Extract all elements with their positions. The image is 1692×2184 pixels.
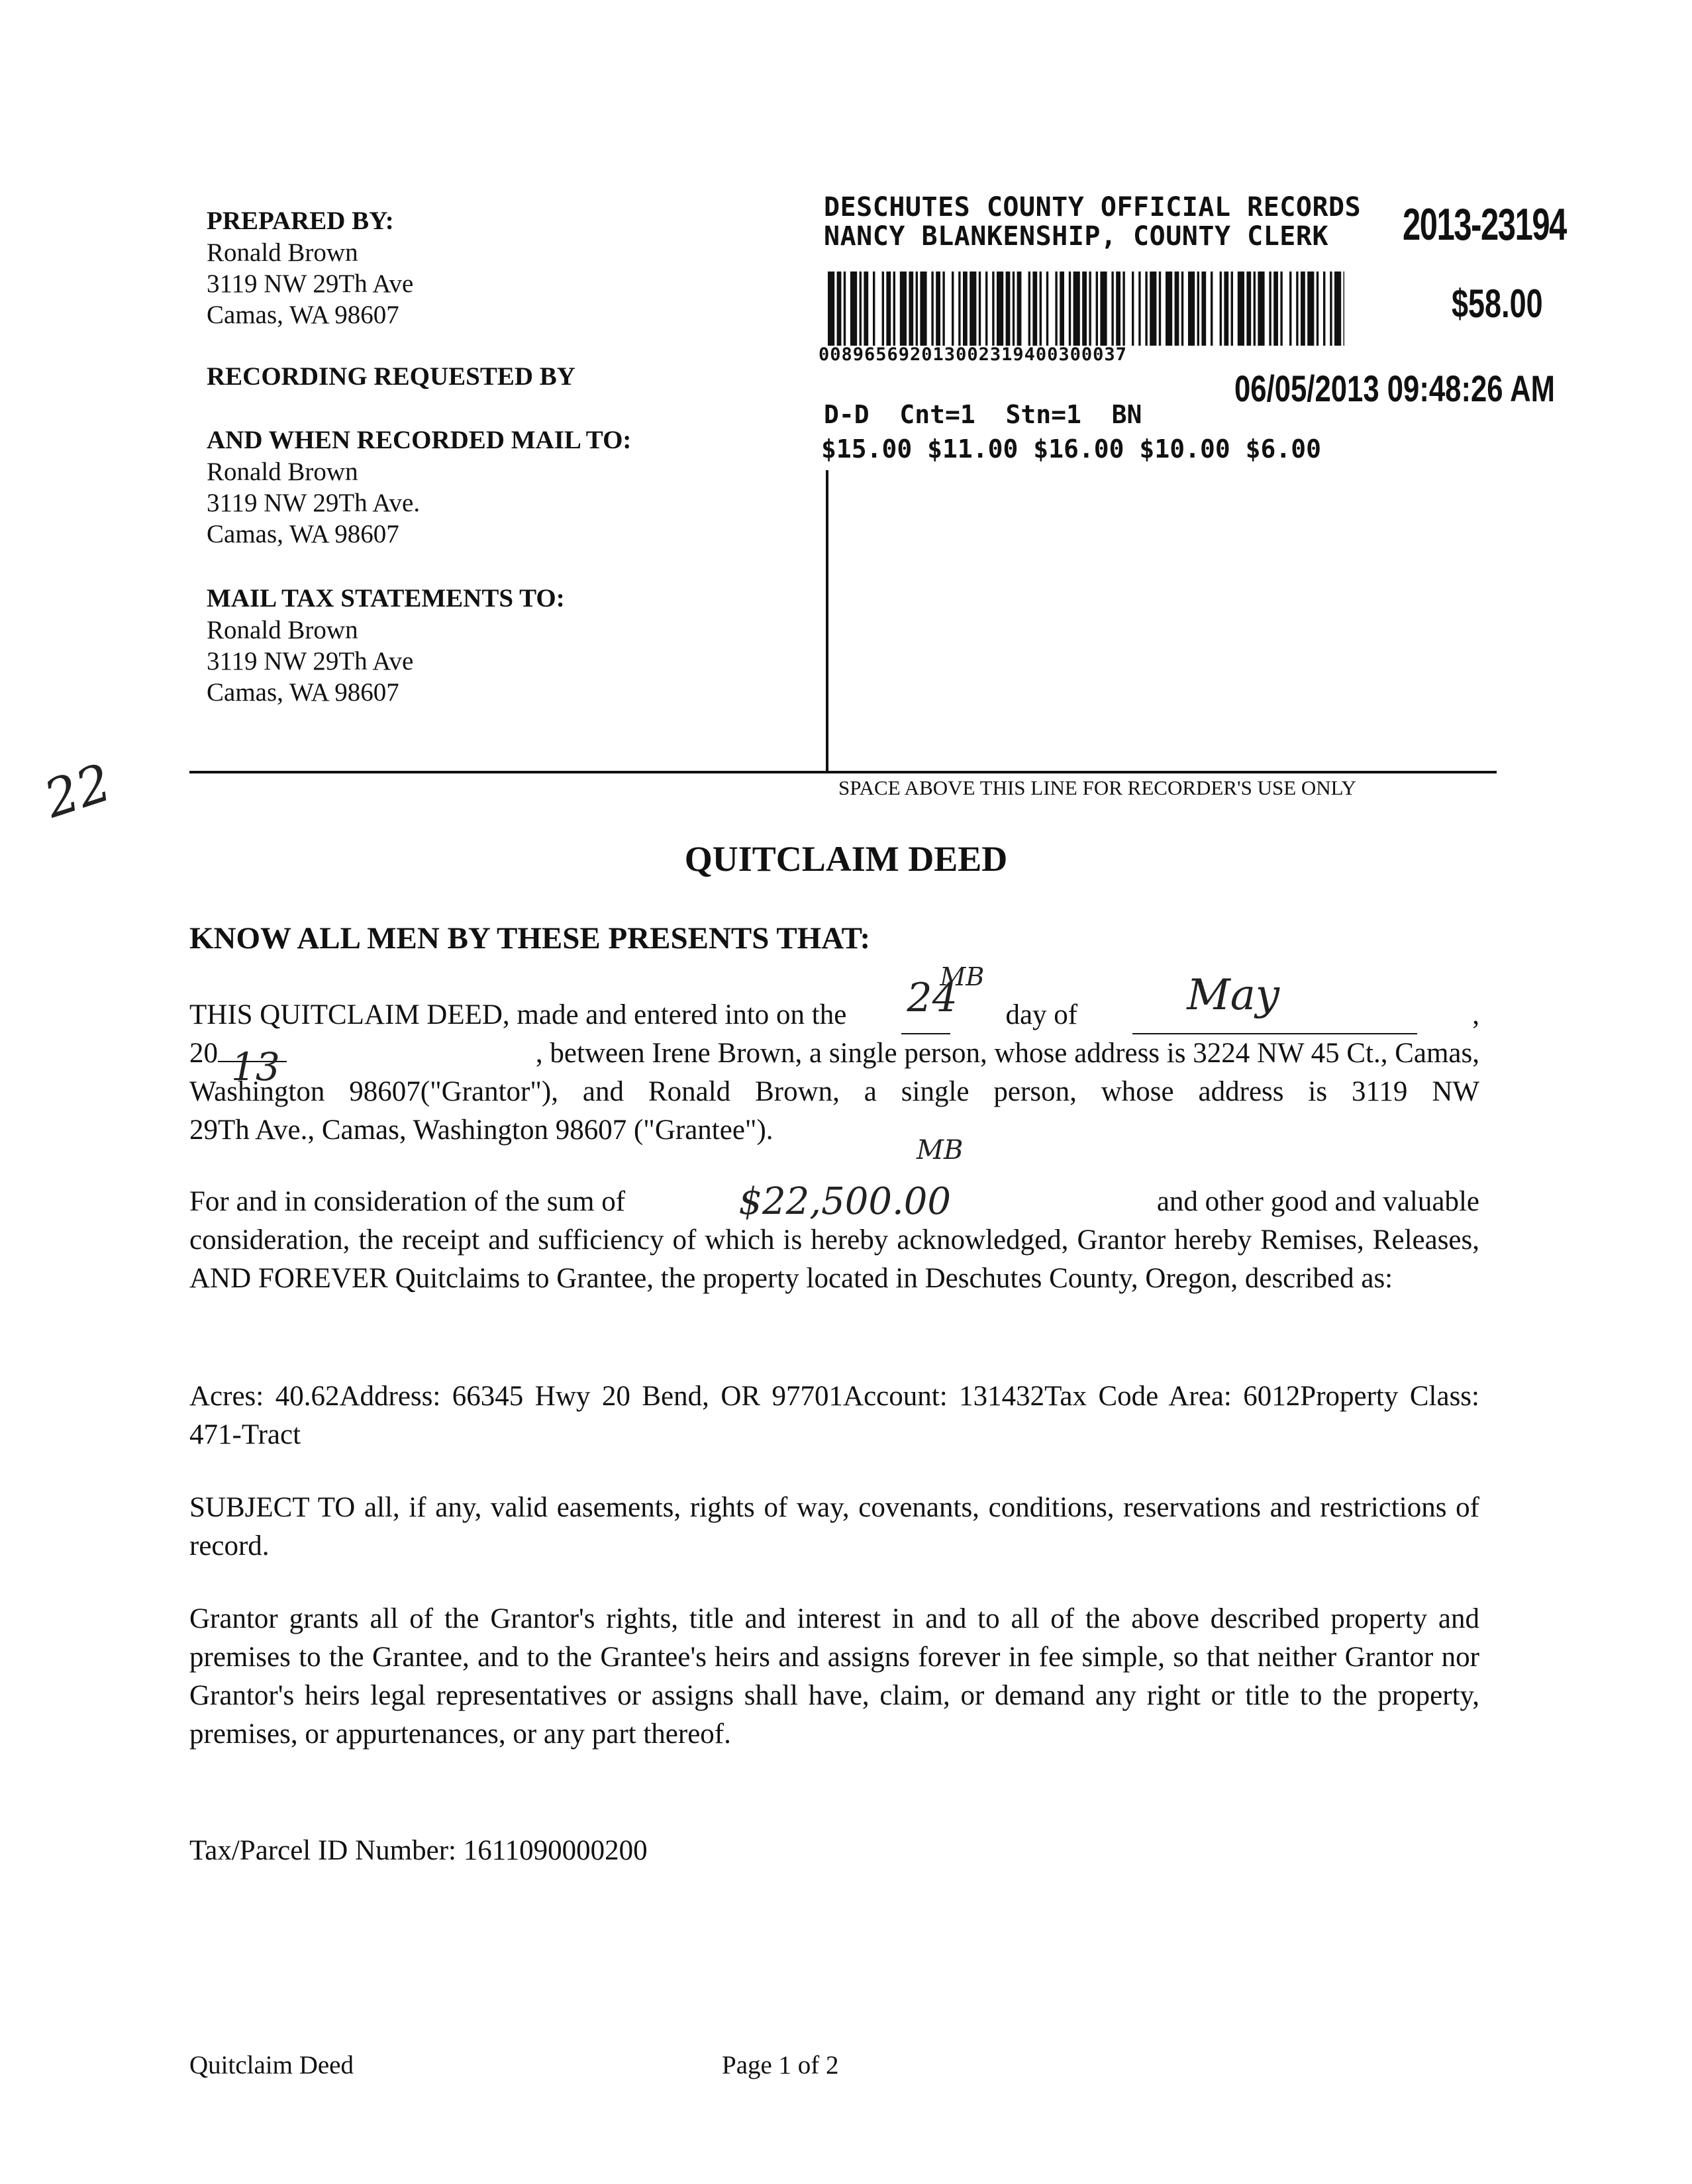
property-description: Acres: 40.62Address: 66345 Hwy 20 Bend, OR 97701Account: 131432Tax Code Area: 6012Property Class: 471-Tract [189,1381,1479,1450]
para1-comma: , [1472,999,1479,1030]
para1-line1-start: THIS QUITCLAIM DEED, made and entered into on the [189,999,847,1030]
day-initials: MB [940,962,985,991]
prepared-by-city: Camas, WA 98607 [207,301,399,329]
para1-day-of: day of [1005,999,1078,1030]
recorder-box-vertical-rule [826,470,828,772]
recording-name: Ronald Brown [207,458,358,486]
para2-rest: consideration, the receipt and sufficiency of which is hereby acknowledged, Grantor hereby Remises, Releases, AND FOREVER Quitclaims to Grantee, the property located in Deschutes County, Oregon, described as: [189,1224,1479,1294]
para1-year-group [189,1034,287,1089]
para1-line1 [189,962,1479,1034]
grant-paragraph: Grantor grants all of the Grantor's rights, title and interest in and to all of the above described property and premises to the Grantee, and to the Grantee's heirs and assigns forever in fee simple, so that neither Grantor nor Grantor's heirs legal representatives or assigns shall have, claim, or demand any right or title to the property, premises, or appurtenances, or any part thereof. [189,1603,1479,1750]
year-blank [218,1044,287,1089]
recording-requested-label: RECORDING REQUESTED BY [207,362,575,391]
tax-statements-street: 3119 NW 29Th Ave [207,647,414,675]
stamp-clerk-line: NANCY BLANKENSHIP, COUNTY CLERK [824,221,1329,252]
recording-city: Camas, WA 98607 [207,520,399,548]
tax-statements-city: Camas, WA 98607 [207,678,399,707]
total-fee: $58.00 [1452,281,1543,326]
recorder-use-only-note: SPACE ABOVE THIS LINE FOR RECORDER'S USE ONLY [838,776,1356,799]
tax-statements-label: MAIL TAX STATEMENTS TO: [207,584,565,613]
para2-line1-start: For and in consideration of the sum of [189,1186,626,1217]
para1-line4: 29Th Ave., Camas, Washington 98607 ("Grantee"). [189,1115,773,1146]
prepared-by-label: PREPARED BY: [207,207,394,235]
month-handwritten: May [1187,971,1280,1020]
prepared-by-name: Ronald Brown [207,238,358,267]
day-blank [901,962,985,1034]
when-recorded-label: AND WHEN RECORDED MAIL TO: [207,426,632,454]
month-blank [1132,971,1417,1034]
day-handwritten: 24 [907,975,958,1021]
document-title: QUITCLAIM DEED [684,839,1008,879]
margin-handwritten-note: 22 [37,752,119,830]
recorded-datetime: 06/05/2013 09:48:26 AM [1234,368,1556,409]
document-number: 2013-23194 [1403,199,1566,250]
stamp-county-line: DESCHUTES COUNTY OFFICIAL RECORDS [824,192,1362,223]
recording-street: 3119 NW 29Th Ave. [207,489,421,517]
tax-statements-name: Ronald Brown [207,616,358,644]
tax-statements-block [207,583,565,708]
barcode-digits: 008965692013002319400300037 [819,344,1127,365]
year-prefix: 20 [189,1038,218,1069]
know-all-heading: KNOW ALL MEN BY THESE PRESENTS THAT: [189,921,871,956]
recorder-space-rule [189,771,1497,773]
year-handwritten: 13 [231,1044,280,1089]
para1-line2-text: , between Irene Brown, a single person, whose address is 3224 NW 45 Ct., Camas, [535,1038,1479,1069]
stamp-codes: D-D Cnt=1 Stn=1 BN [824,400,1142,429]
sum-initials: MB [917,1135,964,1166]
deed-intro-paragraph [189,962,1479,1150]
prepared-by-street: 3119 NW 29Th Ave [207,270,414,298]
para1-line2 [189,1034,1479,1089]
prepared-by-block [207,205,413,330]
subject-to-paragraph: SUBJECT TO all, if any, valid easements, rights of way, covenants, conditions, reservations and restrictions of record. [189,1492,1479,1562]
sum-handwritten: $22,500.00 [738,1180,952,1223]
footer-page-number: Page 1 of 2 [722,2051,839,2079]
parcel-id: Tax/Parcel ID Number: 1611090000200 [189,1835,648,1866]
para2-line1-end: and other good and valuable [1156,1186,1479,1217]
stamp-fees: $15.00 $11.00 $16.00 $10.00 $6.00 [821,434,1321,464]
para2-line1 [189,1180,1479,1223]
para1-line3: Washington 98607("Grantor"), and Ronald Brown, a single person, whose address is 3119 NW [189,1076,1479,1107]
recording-block [207,361,631,550]
consideration-paragraph [189,1180,1479,1298]
barcode-image [828,272,1344,346]
footer-doc-name: Quitclaim Deed [189,2051,354,2079]
